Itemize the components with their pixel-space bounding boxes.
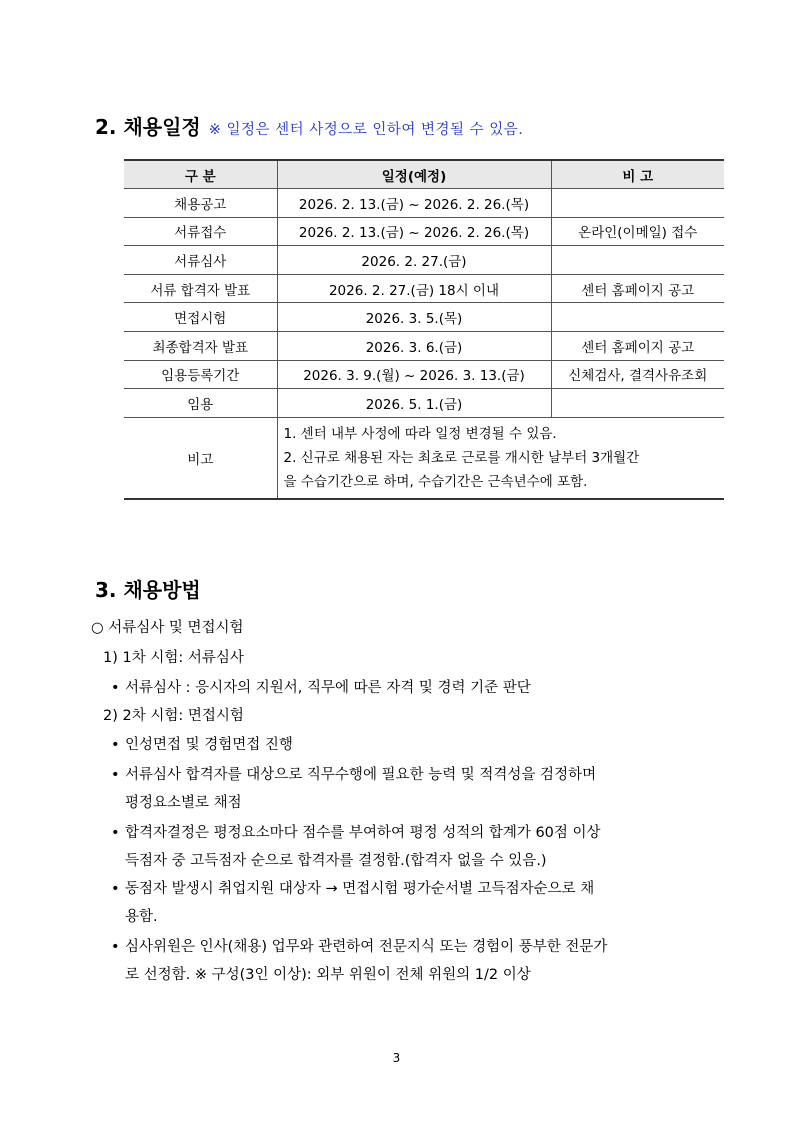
row-date: 2026. 2. 27.(금) 18시 이내 <box>277 274 551 303</box>
schedule-table <box>124 159 724 500</box>
schedule-change-note: ※ 일정은 센터 사정으로 인하여 변경될 수 있음. <box>208 122 524 138</box>
page-number: 3 <box>392 1051 401 1065</box>
bullet-continuation: 용함. <box>125 909 158 925</box>
row-item: 채용공고 <box>124 189 277 218</box>
bullet-text: 합격자결정은 평정요소마다 점수를 부여하여 평정 성적의 합계가 60점 이상 <box>125 825 601 841</box>
table-row <box>124 217 724 246</box>
row-date: 2026. 3. 9.(월) ~ 2026. 3. 13.(금) <box>277 360 551 389</box>
section-2-heading: 2. 채용일정 <box>95 115 201 139</box>
bullet-dot: • <box>111 767 120 783</box>
note-row-content <box>277 417 724 499</box>
bullet-dot: • <box>111 939 120 955</box>
list-item <box>111 821 601 842</box>
section-3-title: 3. 채용방법 <box>95 578 201 602</box>
list-item <box>111 935 607 956</box>
bullet-dot: • <box>111 680 120 696</box>
bullet-text: 동점자 발생시 취업지원 대상자 → 면접시험 평가순서별 고득점자순으로 채 <box>125 881 595 897</box>
note-line-1: 1. 센터 내부 사정에 따라 일정 변경될 수 있음. <box>283 426 557 443</box>
row-remark <box>551 246 724 275</box>
header-remark: 비 고 <box>551 160 724 189</box>
list-item <box>111 763 596 784</box>
row-item: 최종합격자 발표 <box>124 332 277 361</box>
header-category: 구 분 <box>124 160 277 189</box>
row-date: 2026. 5. 1.(금) <box>277 389 551 418</box>
bullet-dot: • <box>111 825 120 841</box>
bullet-continuation: 평정요소별로 채점 <box>125 795 242 811</box>
row-date: 2026. 3. 6.(금) <box>277 332 551 361</box>
list-item <box>111 733 293 754</box>
row-date: 2026. 2. 13.(금) ~ 2026. 2. 26.(목) <box>277 217 551 246</box>
bullet-text: 인성면접 및 경험면접 진행 <box>125 737 293 753</box>
table-row <box>124 360 724 389</box>
row-remark <box>551 303 724 332</box>
section-2-title <box>95 111 523 140</box>
table-row <box>124 246 724 275</box>
step-1-title: 1) 1차 시험: 서류심사 <box>103 650 244 666</box>
bullet-dot: • <box>111 881 120 897</box>
bullet-continuation: 로 선정함. ※ 구성(3인 이상): 외부 위원이 전체 위원의 1/2 이상 <box>125 967 531 983</box>
table-row <box>124 189 724 218</box>
row-date: 2026. 3. 5.(목) <box>277 303 551 332</box>
row-remark: 센터 홈페이지 공고 <box>551 332 724 361</box>
row-remark: 온라인(이메일) 접수 <box>551 217 724 246</box>
bullet-dot: • <box>111 737 120 753</box>
note-row-label: 비고 <box>124 417 277 499</box>
row-remark <box>551 389 724 418</box>
header-date: 일정(예정) <box>277 160 551 189</box>
table-row <box>124 274 724 303</box>
row-remark: 신체검사, 결격사유조회 <box>551 360 724 389</box>
bullet-continuation: 득점자 중 고득점자 순으로 합격자를 결정함.(합격자 없을 수 있음.) <box>125 853 547 869</box>
bullet-text: 서류심사 : 응시자의 지원서, 직무에 따른 자격 및 경력 기준 판단 <box>125 680 531 696</box>
row-item: 면접시험 <box>124 303 277 332</box>
bullet-text: 심사위원은 인사(채용) 업무와 관련하여 전문지식 또는 경험이 풍부한 전문가 <box>125 939 608 955</box>
table-row <box>124 303 724 332</box>
row-item: 서류 합격자 발표 <box>124 274 277 303</box>
table-row <box>124 332 724 361</box>
row-remark: 센터 홈페이지 공고 <box>551 274 724 303</box>
note-line-3: 을 수습기간으로 하며, 수습기간은 근속년수에 포함. <box>283 474 588 491</box>
table-row <box>124 389 724 418</box>
bullet-text: 서류심사 합격자를 대상으로 직무수행에 필요한 능력 및 적격성을 검정하며 <box>125 767 597 783</box>
step-1-bullet <box>111 676 531 697</box>
step-2-title: 2) 2차 시험: 면접시험 <box>103 708 244 724</box>
row-item: 임용등록기간 <box>124 360 277 389</box>
list-item <box>111 877 594 898</box>
row-date: 2026. 2. 13.(금) ~ 2026. 2. 26.(목) <box>277 189 551 218</box>
method-heading: ○ 서류심사 및 면접시험 <box>91 620 244 636</box>
table-header-row <box>124 160 724 189</box>
row-item: 임용 <box>124 389 277 418</box>
row-date: 2026. 2. 27.(금) <box>277 246 551 275</box>
table-note-row <box>124 417 724 499</box>
row-remark <box>551 189 724 218</box>
row-item: 서류심사 <box>124 246 277 275</box>
row-item: 서류접수 <box>124 217 277 246</box>
note-line-2: 2. 신규로 채용된 자는 최초로 근로를 개시한 날부터 3개월간 <box>283 450 640 467</box>
